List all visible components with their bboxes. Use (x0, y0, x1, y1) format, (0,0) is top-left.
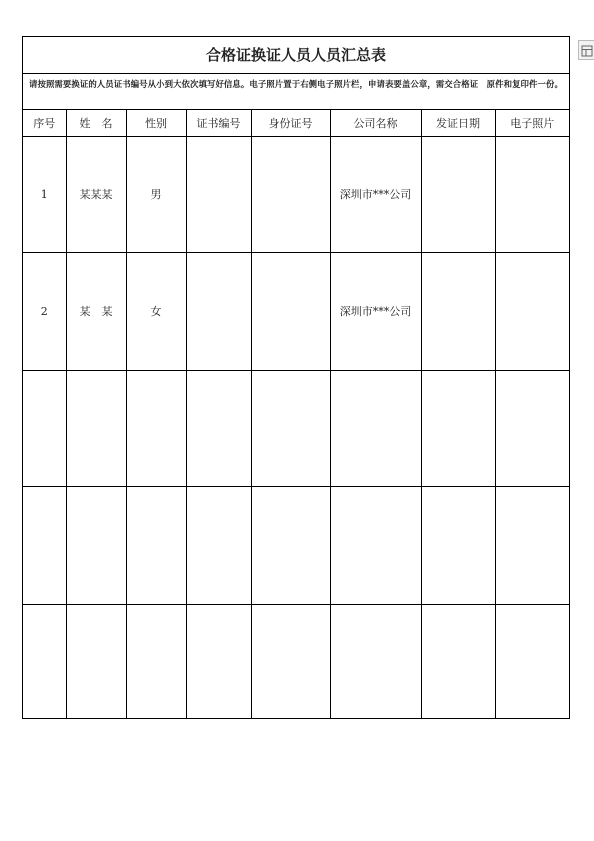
column-header-index: 序号 (23, 110, 66, 136)
cell-id-number (251, 370, 330, 486)
cell-id-number (251, 136, 330, 252)
form-sheet (22, 36, 570, 719)
cell-certificate-number (186, 486, 251, 604)
cell-id-number (251, 604, 330, 718)
cell-name (66, 604, 126, 718)
column-header-gender: 性别 (126, 110, 186, 136)
cell-name: 某某某 (66, 136, 126, 252)
instruction-note: 请按照需要换证的人员证书编号从小到大依次填写好信息。电子照片置于右侧电子照片栏，申请表要盖公章，需交合格证 原件和复印件一份。 (23, 74, 569, 110)
column-header-photo: 电子照片 (495, 110, 569, 136)
cell-gender (126, 604, 186, 718)
column-header-id-number: 身份证号 (251, 110, 330, 136)
cell-gender (126, 486, 186, 604)
cell-id-number (251, 486, 330, 604)
cell-photo (495, 136, 569, 252)
cell-index: 1 (23, 136, 66, 252)
table-row (23, 604, 569, 718)
cell-index (23, 370, 66, 486)
cell-index (23, 604, 66, 718)
cell-company-name (330, 604, 421, 718)
cell-company-name: 深圳市***公司 (330, 136, 421, 252)
cell-issue-date (421, 604, 495, 718)
table-layout-icon[interactable] (578, 40, 594, 60)
cell-photo (495, 252, 569, 370)
cell-name: 某 某 (66, 252, 126, 370)
cell-issue-date (421, 136, 495, 252)
cell-certificate-number (186, 370, 251, 486)
cell-certificate-number (186, 252, 251, 370)
cell-issue-date (421, 486, 495, 604)
table-row (23, 252, 569, 370)
page-title: 合格证换证人员人员汇总表 (23, 37, 569, 74)
cell-id-number (251, 252, 330, 370)
table-layout-icon (581, 45, 593, 57)
cell-issue-date (421, 252, 495, 370)
column-header-company-name: 公司名称 (330, 110, 421, 136)
column-header-certificate-number: 证书编号 (186, 110, 251, 136)
table-row (23, 370, 569, 486)
cell-company-name (330, 486, 421, 604)
cell-gender (126, 370, 186, 486)
column-header-issue-date: 发证日期 (421, 110, 495, 136)
cell-index: 2 (23, 252, 66, 370)
cell-index (23, 486, 66, 604)
personnel-table (23, 110, 569, 718)
cell-issue-date (421, 370, 495, 486)
column-header-name: 姓 名 (66, 110, 126, 136)
table-row (23, 136, 569, 252)
cell-name (66, 486, 126, 604)
cell-company-name: 深圳市***公司 (330, 252, 421, 370)
cell-photo (495, 604, 569, 718)
table-header-row (23, 110, 569, 136)
cell-name (66, 370, 126, 486)
cell-photo (495, 486, 569, 604)
cell-certificate-number (186, 136, 251, 252)
cell-company-name (330, 370, 421, 486)
cell-gender: 女 (126, 252, 186, 370)
cell-photo (495, 370, 569, 486)
cell-gender: 男 (126, 136, 186, 252)
cell-certificate-number (186, 604, 251, 718)
table-row (23, 486, 569, 604)
